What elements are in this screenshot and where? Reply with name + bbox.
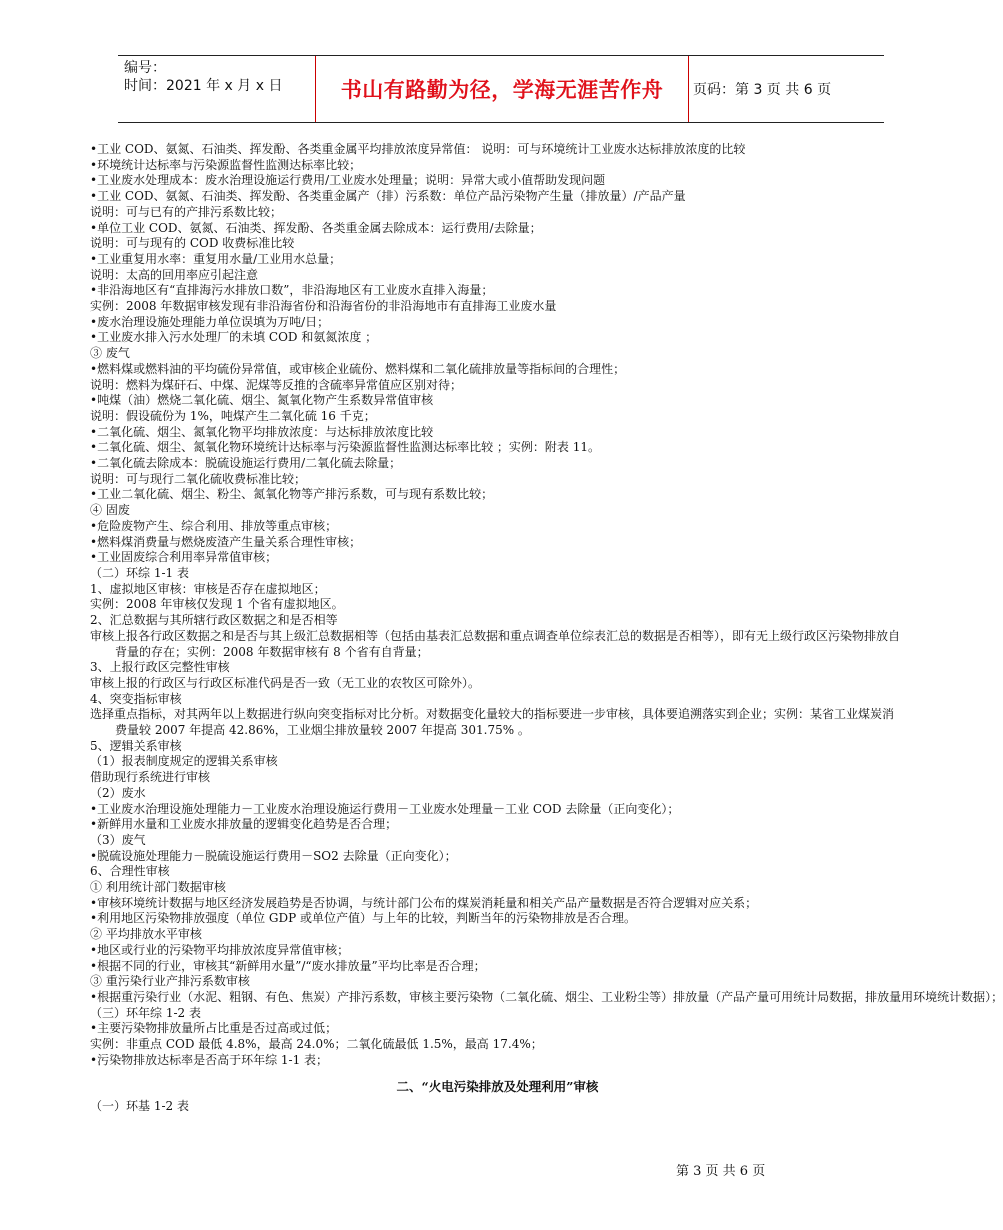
text-line: （1）报表制度规定的逻辑关系审核	[90, 754, 278, 769]
text-line: 说明：可与已有的产排污系数比较；	[90, 204, 283, 219]
text-line: •根据不同的行业，审核其“新鲜用水量”/“废水排放量”平均比率是否合理；	[90, 958, 486, 973]
text-line: •地区或行业的污染物平均排放浓度异常值审核；	[90, 942, 350, 957]
text-line: •工业二氧化硫、烟尘、粉尘、氮氧化物等产排污系数，可与现有系数比较；	[90, 487, 494, 502]
text-line: •审核环境统计数据与地区经济发展趋势是否协调，与统计部门公布的煤炭消耗量和相关产品产量数据是否符合逻辑对应关系；	[90, 895, 758, 910]
text-line: 说明：假设硫份为 1%，吨煤产生二氧化硫 16 千克；	[90, 408, 376, 423]
text-line: 说明：太高的回用率应引起注意	[90, 267, 259, 282]
text-line: •新鲜用水量和工业废水排放量的逻辑变化趋势是否合理；	[90, 817, 398, 832]
text-line: 说明：可与现有的 COD 收费标准比较	[90, 236, 295, 251]
subsection-heading: （一）环基 1-2 表	[90, 1099, 189, 1114]
header-bottom-rule	[118, 122, 884, 123]
text-line: •单位工业 COD、氨氮、石油类、挥发酚、各类重金属去除成本：运行费用/去除量；	[90, 220, 542, 235]
text-line: 审核上报各行政区数据之和是否与其上级汇总数据相等（包括由基表汇总数据和重点调查单位综表汇总的数据是否相等），即有无上级行政区污染物排放自背量的存在；实例：2008 年数据审核有 8 个省有自背量；	[90, 628, 901, 659]
text-line: ② 平均排放水平审核	[90, 927, 202, 942]
text-line: •二氧化硫、烟尘、氮氧化物平均排放浓度：与达标排放浓度比较	[90, 424, 434, 439]
text-line: 6、合理性审核	[90, 864, 170, 879]
text-line: •工业重复用水率：重复用水量/工业用水总量；	[90, 251, 342, 266]
text-line: ③ 重污染行业产排污系数审核	[90, 974, 250, 989]
text-line: 3、上报行政区完整性审核	[90, 660, 230, 675]
text-line: •根据重污染行业（水泥、粗钢、有色、焦炭）产排污系数，审核主要污染物（二氧化硫、烟尘、工业粉尘等）排放量（产品产量可用统计局数据，排放量用环境统计数据）；	[90, 989, 1003, 1004]
text-line: •燃料煤消费量与燃烧废渣产生量关系合理性审核；	[90, 534, 362, 549]
text-line: （二）环综 1-1 表	[90, 565, 189, 580]
text-line: 2、汇总数据与其所辖行政区数据之和是否相等	[90, 613, 338, 628]
text-line: •环境统计达标率与污染源监督性监测达标率比较；	[90, 157, 362, 172]
text-line: •二氧化硫去除成本：脱硫设施运行费用/二氧化硫去除量；	[90, 456, 402, 471]
text-line: •利用地区污染物排放强度（单位 GDP 或单位产值）与上年的比较，判断当年的污染物排放是否合理。	[90, 911, 636, 926]
text-line: ① 利用统计部门数据审核	[90, 880, 226, 895]
text-line: •工业 COD、氨氮、石油类、挥发酚、各类重金属平均排放浓度异常值： 说明：可与环境统计工业废水达标排放浓度的比较	[90, 142, 746, 156]
page-header	[118, 55, 884, 123]
text-line: 4、突变指标审核	[90, 691, 182, 706]
motto-box	[315, 56, 689, 122]
text-line: •工业 COD、氨氮、石油类、挥发酚、各类重金属产（排）污系数：单位产品污染物产生量（排放量）/产品产量	[90, 189, 686, 204]
page-footer: 第 3 页 共 6 页	[676, 1164, 766, 1179]
text-line: •危险废物产生、综合利用、排放等重点审核；	[90, 518, 338, 533]
text-line: 说明：可与现行二氧化硫收费标准比较；	[90, 471, 307, 486]
text-line: 选择重点指标，对其两年以上数据进行纵向突变指标对比分析。对数据变化量较大的指标要进一步审核，具体要追溯落实到企业；实例：某省工业煤炭消费量较 2007 年提高 42.86%，工业烟尘排放量较 2007 年提高 301.75% 。	[90, 707, 895, 738]
text-line: •非沿海地区有“直排海污水排放口数”，非沿海地区有工业废水直排入海量；	[90, 283, 494, 298]
text-line: •脱硫设施处理能力－脱硫设施运行费用－SO2 去除量（正向变化）；	[90, 848, 457, 863]
document-body	[90, 142, 1003, 1115]
text-line: 说明：燃料为煤矸石、中煤、泥煤等反推的含硫率异常值应区别对待；	[90, 377, 463, 392]
text-line: •工业废水治理设施处理能力－工业废水治理设施运行费用－工业废水处理量－工业 COD 去除量（正向变化）；	[90, 801, 680, 816]
text-line: •主要污染物排放量所占比重是否过高或过低；	[90, 1021, 338, 1036]
text-line: 1、虚拟地区审核：审核是否存在虚拟地区；	[90, 581, 326, 596]
text-line: （三）环年综 1-2 表	[90, 1005, 201, 1020]
text-line: •吨煤（油）燃烧二氧化硫、烟尘、氮氧化物产生系数异常值审核	[90, 393, 434, 408]
text-line: •二氧化硫、烟尘、氮氧化物环境统计达标率与污染源监督性监测达标率比较 ；实例：附表 11。	[90, 440, 600, 455]
text-line: •燃料煤或燃料油的平均硫份异常值，或审核企业硫份、燃料煤和二氧化硫排放量等指标间的合理性；	[90, 361, 626, 376]
text-line: •污染物排放达标率是否高于环年综 1-1 表；	[90, 1052, 329, 1067]
time-label: 时间：2021 年 x 月 x 日	[124, 78, 283, 94]
text-line: 实例：非重点 COD 最低 4.8%，最高 24.0%；二氧化硫最低 1.5%，最高 17.4%；	[90, 1037, 543, 1052]
header-meta	[124, 59, 314, 95]
text-line: 实例：2008 年审核仅发现 1 个省有虚拟地区。	[90, 597, 344, 612]
text-line: 借助现行系统进行审核	[90, 770, 211, 785]
text-line: （3）废气	[90, 832, 146, 847]
text-line: ④ 固废	[90, 503, 130, 518]
page-number-label: 页码：第 3 页 共 6 页	[693, 82, 832, 98]
text-line: 审核上报的行政区与行政区标准代码是否一致（无工业的农牧区可除外）。	[90, 675, 481, 690]
text-line: ③ 废气	[90, 346, 130, 361]
text-line: 5、逻辑关系审核	[90, 738, 182, 753]
section-title: 二、“火电污染排放及处理利用”审核	[396, 1079, 599, 1095]
text-line: （2）废水	[90, 785, 146, 800]
text-line: 实例：2008 年数据审核发现有非沿海省份和沿海省份的非沿海地市有直排海工业废水量	[90, 299, 557, 314]
motto-text: 书山有路勤为径，学海无涯苦作舟	[340, 78, 664, 102]
text-line: •工业废水处理成本：废水治理设施运行费用/工业废水处理量；说明：异常大或小值帮助发现问题	[90, 173, 606, 188]
text-line: •工业废水排入污水处理厂的未填 COD 和氨氮浓度 ；	[90, 330, 378, 345]
number-label: 编号：	[124, 60, 166, 76]
text-line: •废水治理设施处理能力单位误填为万吨/日；	[90, 314, 330, 329]
text-line: •工业固废综合利用率异常值审核；	[90, 550, 278, 565]
